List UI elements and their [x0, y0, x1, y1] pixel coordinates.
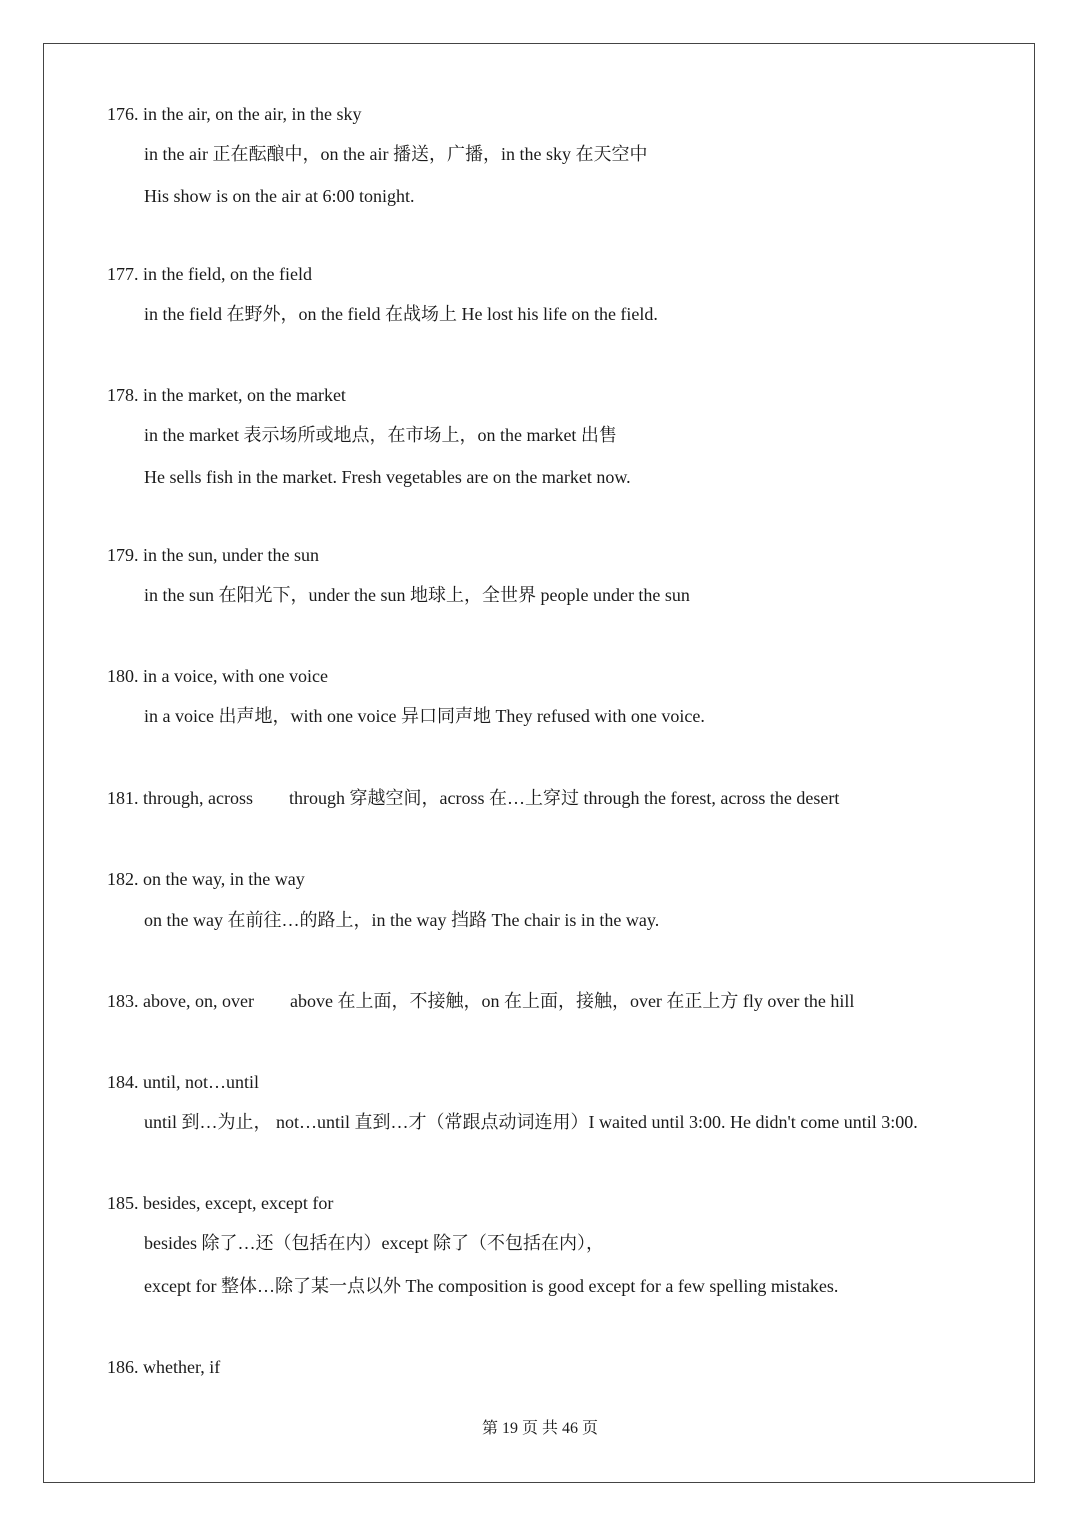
entry-line: above 在上面，不接触，on 在上面，接触，over 在正上方 fly over the hill [289, 991, 855, 1011]
page-number-footer: 第 19 页 共 46 页 [481, 1420, 598, 1437]
entry-title: 184. until, not…until [107, 1072, 260, 1092]
entry-line: except for 整体…除了某一点以外 The composition is good except for a few spelling mistakes. [144, 1276, 839, 1296]
entry-line: in the market 表示场所或地点，在市场上，on the market 出售 [144, 425, 617, 445]
entry-line: in the air 正在酝酿中，on the air 播送，广播，in the sky 在天空中 [144, 144, 648, 164]
entry-line: through 穿越空间，across 在…上穿过 through the forest, across the desert [288, 788, 840, 808]
entry-line: in a voice 出声地，with one voice 异口同声地 They refused with one voice. [144, 706, 705, 726]
entry-line: until 到…为止， not…until 直到…才（常跟点动词连用）I waited until 3:00. He didn't come until 3:00. [144, 1112, 918, 1132]
entry-line: in the field 在野外，on the field 在战场上 He lost his life on the field. [144, 304, 658, 324]
entry-title: 179. in the sun, under the sun [107, 545, 319, 565]
entry-title: 183. above, on, over [107, 991, 254, 1011]
page-border [43, 43, 1035, 1483]
entry-line: besides 除了…还（包括在内）except 除了（不包括在内）， [144, 1233, 604, 1253]
entry-line: His show is on the air at 6:00 tonight. [144, 186, 415, 206]
entry-title: 181. through, across [107, 788, 253, 808]
entry-line: on the way 在前往…的路上，in the way 挡路 The chair is in the way. [144, 910, 660, 930]
entry-line: in the sun 在阳光下，under the sun 地球上，全世界 people under the sun [144, 585, 690, 605]
entry-title: 176. in the air, on the air, in the sky [107, 104, 362, 124]
entry-title: 182. on the way, in the way [107, 869, 305, 889]
entry-title: 177. in the field, on the field [107, 264, 312, 284]
entry-line: He sells fish in the market. Fresh vegetables are on the market now. [144, 467, 631, 487]
entry-title: 185. besides, except, except for [107, 1193, 334, 1213]
entry-title: 178. in the market, on the market [107, 385, 346, 405]
entry-title: 186. whether, if [107, 1357, 221, 1377]
entry-title: 180. in a voice, with one voice [107, 666, 328, 686]
